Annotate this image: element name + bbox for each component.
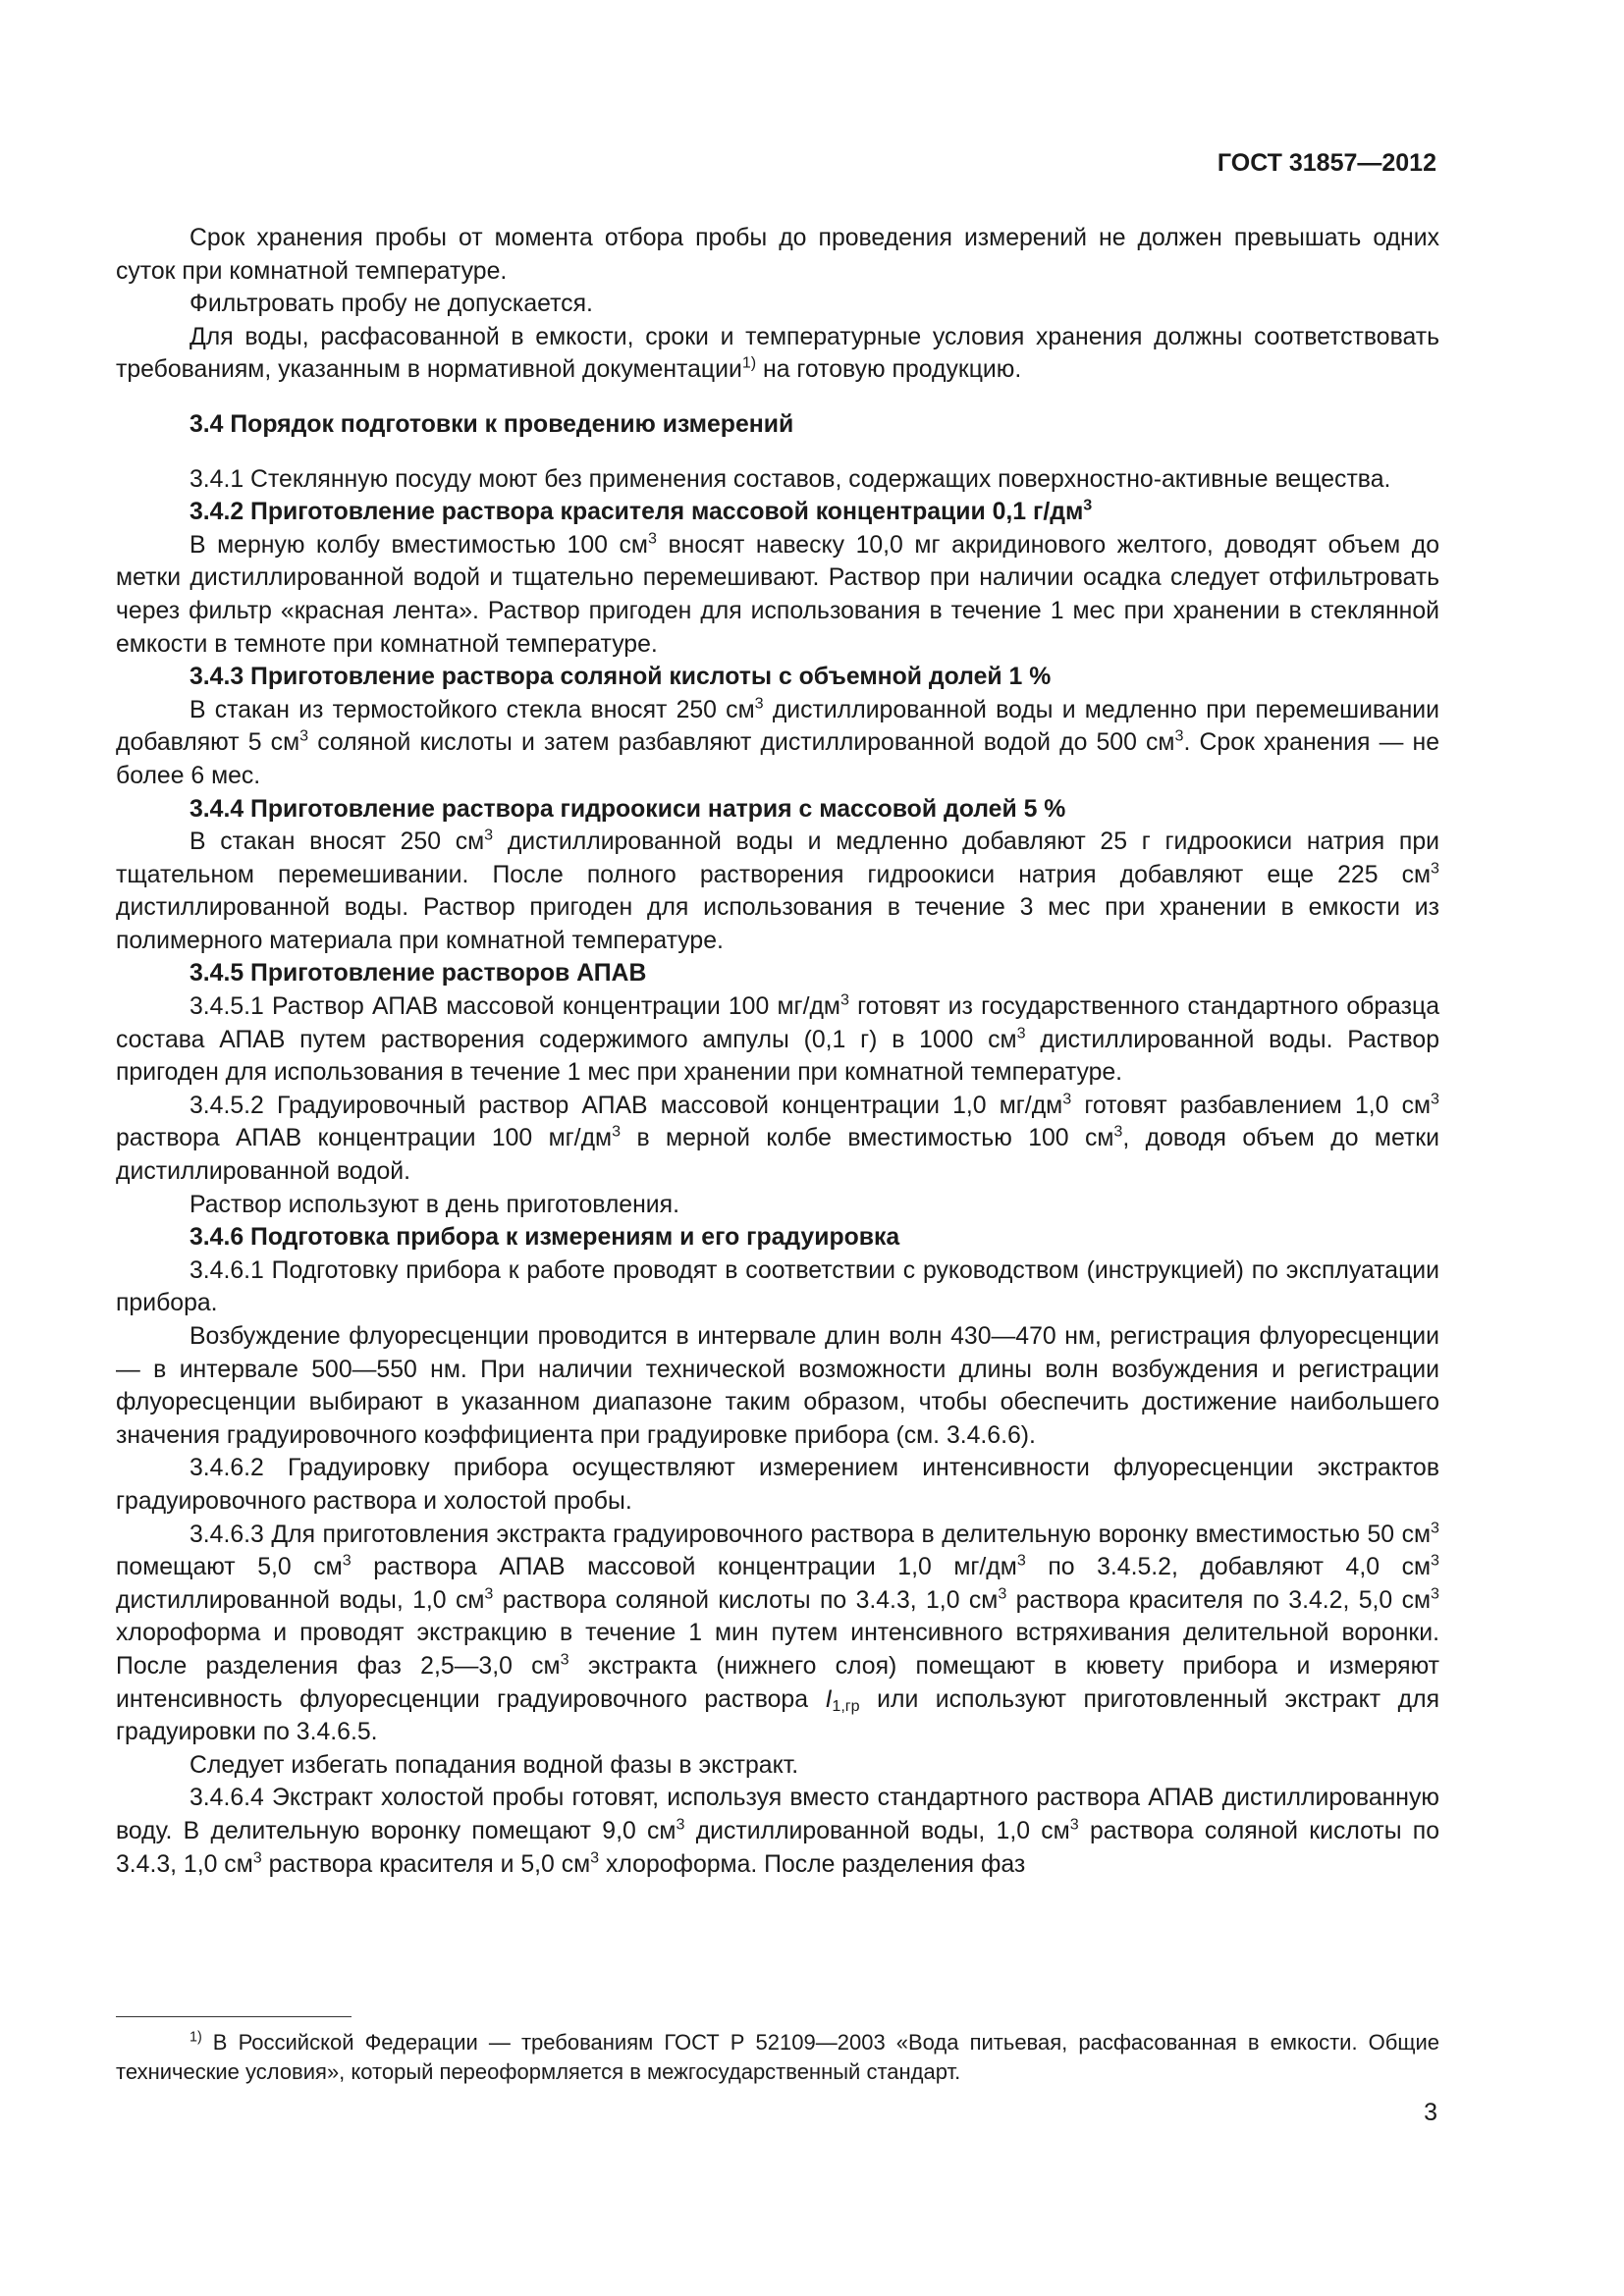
storage-paragraph-1: Срок хранения пробы от момента отбора пробы до проведения измерений не должен превышать одних суток при комнатной температуре. bbox=[116, 225, 1439, 285]
footnote-divider bbox=[116, 2016, 352, 2017]
intensity-symbol: I bbox=[825, 1685, 833, 1713]
section-heading-3-4: 3.4 Порядок подготовки к проведению измерений bbox=[189, 410, 794, 438]
paragraph-3-4-5-2: 3.4.5.2 Градуировочный раствор АПАВ массовой концентрации 1,0 $мг/дм^3$ готовят разбавлением 1,0 $см^3$ раствора АПАВ концентрации 100 $мг/дм^3$ в мерной колбе вместимостью 100 $см^3$, доводя объем до метки дистиллированной водой. bbox=[116, 1090, 1439, 1186]
paragraph-3-4-6-3: 3.4.6.3 Для приготовления экстракта градуировочного раствора в делительную воронку вместимостью 50 $см^3$ помещают 5,0 $см^3$ раствора АПАВ массовой концентрации 1,0 $мг/дм^3$ по 3.4.5.2, добавляют 4,0 $см^3$ дистиллированной воды, 1,0 $см^3$ раствора соляной кислоты по 3.4.3, 1,0 $см^3$ раствора красителя по 3.4.2, 5,0 $см^3$ хлороформа и проводят экстракцию в течение 1 мин путем интенсивного встряхивания делительной воронки. После разделения фаз 2,5—3,0 $см^3$ экстракта (нижнего слоя) помещают в кювету прибора и измеряют интенсивность флуоресценции градуировочного раствора $I_{1,гр}$ или используют приготовленный экстракт для градуировки по 3.4.6.5. bbox=[116, 1518, 1439, 1746]
paragraph-extract-warning: Следует избегать попадания водной фазы в экстракт. bbox=[189, 1751, 799, 1779]
section-heading-3-4-2: 3.4.2 Приготовление раствора красителя массовой концентрации 0,1 $г/дм^3$ bbox=[189, 496, 1093, 526]
page-body bbox=[116, 222, 1439, 1881]
footnote: $^{1)}$ В Российской Федерации — требованиям ГОСТ Р 52109—2003 «Вода питьевая, расфасованная в емкости. Общие технические условия», который переоформляется в межгосударственный стандарт. bbox=[116, 2029, 1439, 2084]
footnote-reference: 1) bbox=[741, 353, 757, 372]
paragraph-3-4-6-4: 3.4.6.4 Экстракт холостой пробы готовят, используя вместо стандартного раствора АПАВ дистиллированную воду. В делительную воронку помещают 9,0 $см^3$ дистиллированной воды, 1,0 $см^3$ раствора соляной кислоты по 3.4.3, 1,0 $см^3$ раствора красителя и 5,0 $см^3$ хлороформа. После разделения фаз bbox=[116, 1785, 1439, 1878]
paragraph-3-4-6-2: 3.4.6.2 Градуировку прибора осуществляют измерением интенсивности флуоресценции экстрактов градуировочного раствора и холостой пробы. bbox=[116, 1455, 1439, 1515]
paragraph-3-4-6-1: 3.4.6.1 Подготовку прибора к работе проводят в соответствии с руководством (инструкцией) по эксплуатации прибора. bbox=[116, 1256, 1439, 1317]
section-heading-3-4-3: 3.4.3 Приготовление раствора соляной кислоты с объемной долей 1 % bbox=[189, 664, 1052, 691]
storage-paragraph-2: Фильтровать пробу не допускается. bbox=[189, 291, 593, 318]
paragraph-3-4-1: 3.4.1 Стеклянную посуду моют без применения составов, содержащих поверхностно-активные вещества. bbox=[189, 465, 1391, 493]
section-heading-3-4-4: 3.4.4 Приготовление раствора гидроокиси натрия с массовой долей 5 % bbox=[189, 795, 1066, 823]
paragraph-3-4-5-note: Раствор используют в день приготовления. bbox=[189, 1191, 679, 1218]
footnote-mark: 1) bbox=[189, 2029, 202, 2046]
section-heading-3-4-5: 3.4.5 Приготовление растворов АПАВ bbox=[189, 960, 647, 988]
section-heading-3-4-6: 3.4.6 Подготовка прибора к измерениям и его градуировка bbox=[189, 1224, 900, 1252]
paragraph-3-4-3: В стакан из термостойкого стекла вносят 250 $см^3$ дистиллированной воды и медленно при перемешивании добавляют 5 $см^3$ соляной кислоты и затем разбавляют дистиллированной водой до 500 $см^3$. Срок хранения — не более 6 мес. bbox=[116, 694, 1439, 789]
paragraph-fluorescence: Возбуждение флуоресценции проводится в интервале длин волн 430—470 нм, регистрация флуоресценции — в интервале 500—550 нм. При наличии технической возможности длины волн возбуждения и регистрации флуоресценции выбирают в указанном диапазоне таким образом, чтобы обеспечить достижение наибольшего значения градуировочного коэффициента при градуировке прибора (см. 3.4.6.6). bbox=[116, 1323, 1439, 1449]
page-number: 3 bbox=[1424, 2099, 1437, 2126]
paragraph-3-4-2: В мерную колбу вместимостью 100 $см^3$ вносят навеску 10,0 мг акридинового желтого, доводят объем до метки дистиллированной водой и тщательно перемешивают. Раствор при наличии осадка следует отфильтровать через фильтр «красная лента». Раствор пригоден для использования в течение 1 мес при хранении в стеклянной емкости в темноте при комнатной температуре. bbox=[116, 529, 1439, 658]
paragraph-3-4-4: В стакан вносят 250 $см^3$ дистиллированной воды и медленно добавляют 25 г гидроокиси натрия при тщательном перемешивании. После полного растворения гидроокиси натрия добавляют еще 225 $см^3$ дистиллированной воды. Раствор пригоден для использования в течение 3 мес при хранении в емкости из полимерного материала при комнатной температуре. bbox=[116, 826, 1439, 954]
paragraph-3-4-5-1: 3.4.5.1 Раствор АПАВ массовой концентрации 100 $мг/дм^3$ готовят из государственного стандартного образца состава АПАВ путем растворения содержимого ампулы (0,1 г) в 1000 $см^3$ дистиллированной воды. Раствор пригоден для использования в течение 1 мес при хранении при комнатной температуре. bbox=[116, 990, 1440, 1087]
storage-paragraph-3: Для воды, расфасованной в емкости, сроки и температурные условия хранения должны соответствовать требованиям, указанным в нормативной документации$^{1)}$ на готовую продукцию. bbox=[116, 323, 1439, 384]
document-id: ГОСТ 31857—2012 bbox=[1217, 149, 1436, 177]
